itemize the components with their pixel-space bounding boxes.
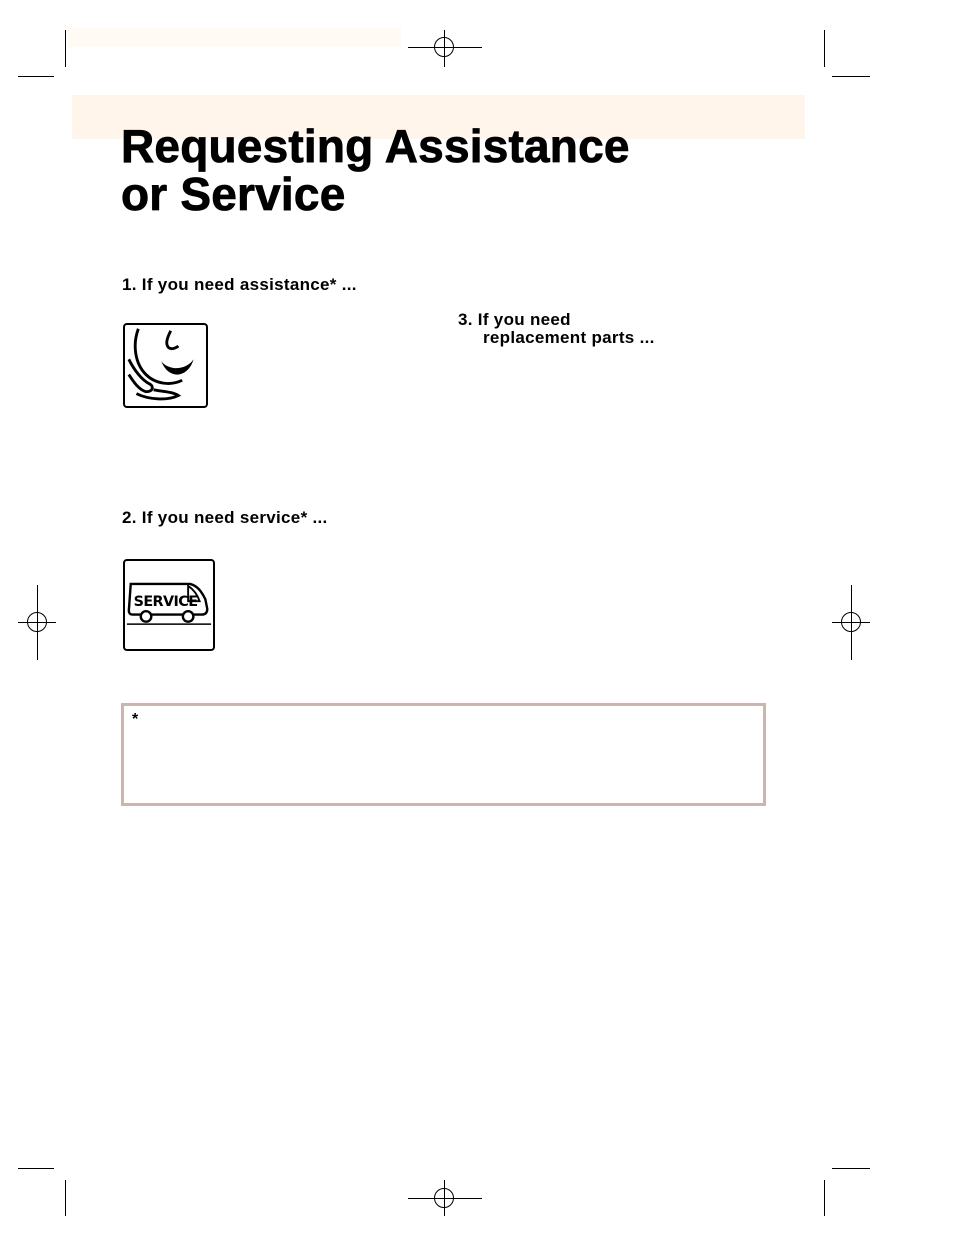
section-parts-heading-line-2: replacement parts ... <box>483 328 655 347</box>
van-service-text: SERVICE <box>133 593 198 610</box>
section-parts-heading-line-1: 3. If you need <box>458 310 571 329</box>
footnote-box <box>121 703 766 806</box>
section-service-heading: 2. If you need service* ... <box>122 508 328 527</box>
footnote-asterisk: * <box>132 711 139 728</box>
service-van-icon <box>123 559 215 651</box>
page-title-line-1: Requesting Assistance <box>121 120 630 172</box>
top-tint-strip <box>68 28 401 47</box>
smiling-face-phone-icon <box>123 323 208 408</box>
page-title <box>121 122 630 218</box>
page-title-line-2: or Service <box>121 168 346 220</box>
section-assistance-heading: 1. If you need assistance* ... <box>122 275 357 294</box>
section-parts-heading <box>458 311 655 347</box>
